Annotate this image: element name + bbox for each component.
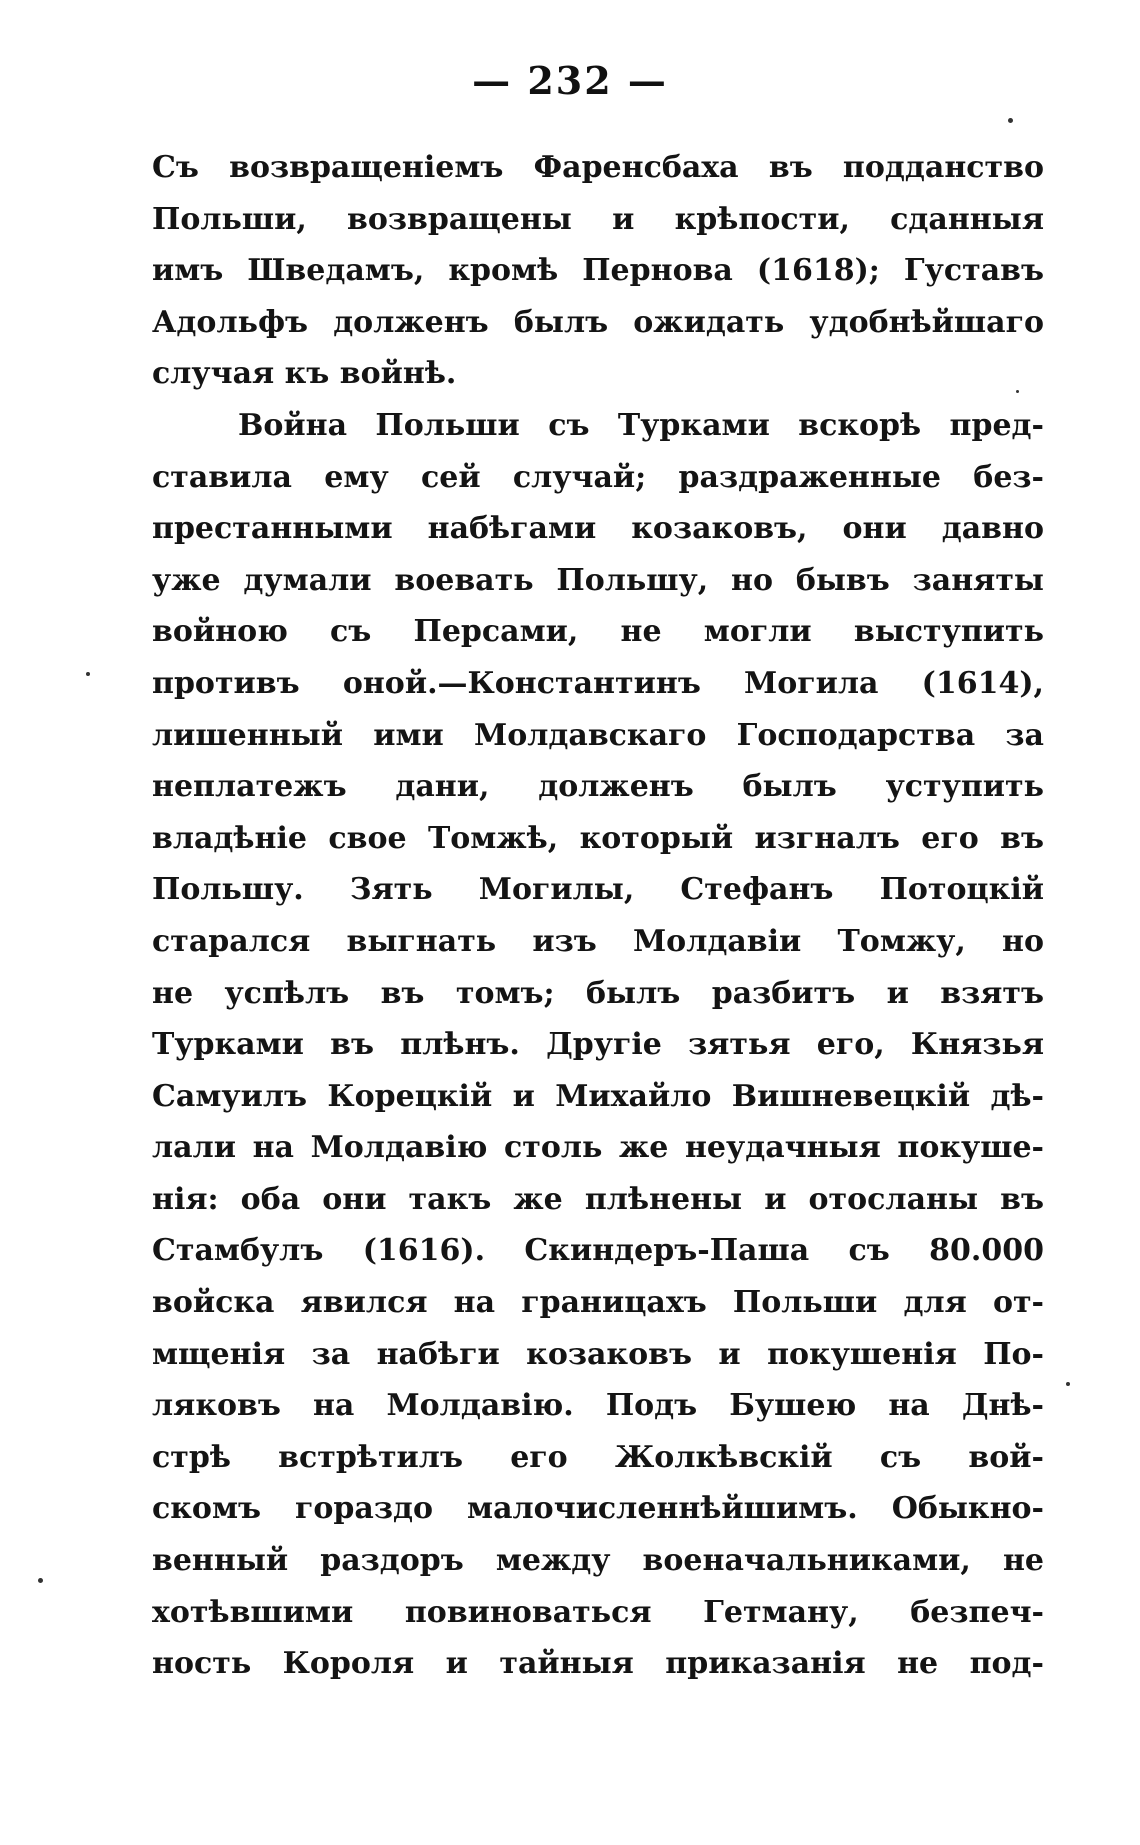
text-line: Война Польши съ Турками вскорѣ пред- <box>238 407 1044 443</box>
text-line: не успѣлъ въ томъ; былъ разбитъ и взятъ <box>152 975 1044 1011</box>
text-line: мщенія за набѣги козаковъ и покушенія По- <box>152 1336 1044 1372</box>
text-line: Польши, возвращены и крѣпости, сданныя <box>152 201 1044 237</box>
page-number: — 232 — <box>472 58 668 103</box>
body-text <box>152 142 1044 1690</box>
text-line: Адольфъ долженъ былъ ожидать удобнѣйшаго <box>152 304 1044 340</box>
text-line: Самуилъ Корецкій и Михайло Вишневецкій дѣ- <box>152 1078 1044 1114</box>
text-line: старался выгнать изъ Молдавіи Томжу, но <box>152 923 1044 959</box>
text-line: лишенный ими Молдавскаго Господарства за <box>152 717 1044 753</box>
scan-speck <box>1008 118 1013 123</box>
text-line: ставила ему сей случай; раздраженные без- <box>152 459 1044 495</box>
scan-speck <box>38 1578 43 1583</box>
text-line: лали на Молдавію столь же неудачныя покуше- <box>152 1130 1044 1166</box>
text-line: Польшу. Зять Могилы, Стефанъ Потоцкій <box>152 872 1044 908</box>
text-line: нія: оба они такъ же плѣнены и отосланы въ <box>152 1181 1044 1217</box>
text-line: Съ возвращеніемъ Фаренсбаха въ подданство <box>152 150 1044 185</box>
text-line: хотѣвшими повиноваться Гетману, безпеч- <box>152 1594 1044 1630</box>
text-line: войска явился на границахъ Польши для от- <box>152 1285 1044 1321</box>
text-line: имъ Шведамъ, кромѣ Пернова (1618); Густавъ <box>152 253 1044 289</box>
text-line: случая къ войнѣ. <box>152 356 457 392</box>
text-line: ность Короля и тайныя приказанія не под- <box>152 1646 1044 1682</box>
text-line: Турками въ плѣнъ. Другіе зятья его, Князья <box>152 1027 1044 1063</box>
scan-speck <box>86 672 90 676</box>
text-line: уже думали воевать Польшу, но бывъ заняты <box>152 562 1044 598</box>
scan-speck <box>1016 390 1019 393</box>
text-line: противъ оной.—Константинъ Могила (1614), <box>152 665 1044 701</box>
text-line: неплатежъ дани, долженъ былъ уступить <box>152 769 1044 805</box>
text-line: венный раздоръ между военачальниками, не <box>152 1543 1044 1579</box>
text-line: Стамбулъ (1616). Скиндеръ-Паша съ 80.000 <box>152 1233 1044 1269</box>
text-line: стрѣ встрѣтилъ его Жолкѣвскій съ вой- <box>152 1439 1044 1475</box>
text-line: владѣніе свое Томжѣ, который изгналъ его въ <box>152 820 1044 856</box>
text-line: престанными набѣгами козаковъ, они давно <box>152 511 1044 547</box>
scan-speck <box>1066 1382 1070 1386</box>
text-line: ляковъ на Молдавію. Подъ Бушею на Днѣ- <box>152 1388 1044 1424</box>
text-line: скомъ гораздо малочисленнѣйшимъ. Обыкно- <box>152 1491 1044 1527</box>
text-line: войною съ Персами, не могли выступить <box>152 614 1044 650</box>
